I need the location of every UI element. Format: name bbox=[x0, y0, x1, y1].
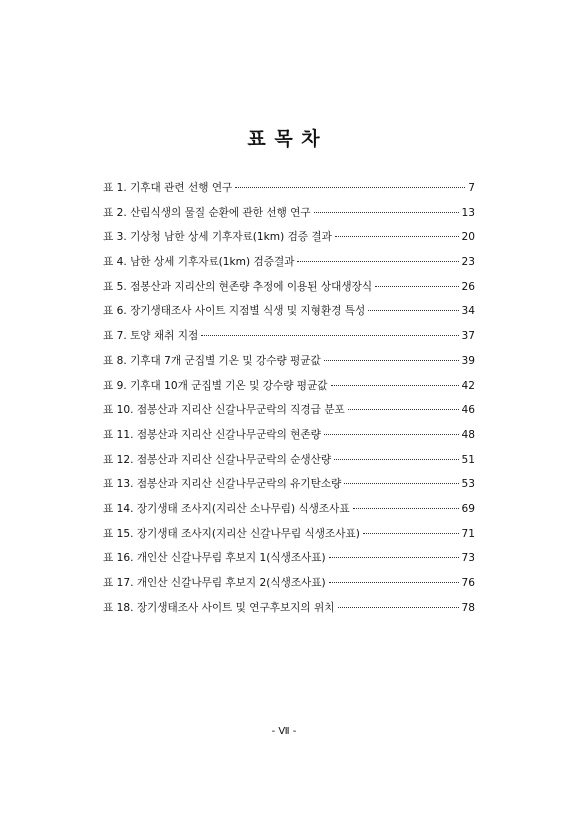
page-title: 표 목 차 bbox=[247, 128, 321, 150]
toc-entry bbox=[103, 526, 475, 551]
toc-entry-page: 73 bbox=[461, 552, 475, 565]
dot-leader bbox=[363, 532, 459, 534]
dot-leader bbox=[329, 556, 459, 558]
dot-leader bbox=[344, 482, 458, 484]
dot-leader bbox=[235, 186, 465, 188]
toc-entry-page: 76 bbox=[461, 577, 475, 589]
toc-entry bbox=[103, 501, 475, 526]
toc-entry bbox=[103, 550, 475, 575]
toc-entry-page: 42 bbox=[461, 379, 475, 392]
toc-entry-page: 26 bbox=[461, 280, 475, 293]
toc-entry-page: 39 bbox=[461, 354, 475, 367]
toc-entry-label: 표 8. 기후대 7개 군집별 기온 및 강수량 평균값 bbox=[103, 354, 321, 367]
toc-entry-page: 7 bbox=[468, 182, 475, 194]
toc-entry bbox=[103, 180, 475, 205]
toc-entry-page: 34 bbox=[461, 305, 475, 318]
toc-entry bbox=[103, 476, 475, 501]
dot-leader bbox=[297, 260, 458, 262]
toc-entry-page: 13 bbox=[461, 206, 475, 219]
toc-entry-label: 표 4. 남한 상세 기후자료(1km) 검증결과 bbox=[103, 256, 295, 269]
toc-entry bbox=[103, 378, 475, 403]
toc-entry-label: 표 9. 기후대 10개 군집별 기온 및 강수량 평균값 bbox=[103, 379, 328, 392]
toc-entry-label: 표 7. 토양 채취 지점 bbox=[103, 330, 199, 343]
toc-entry-page: 53 bbox=[461, 478, 475, 491]
toc-entry-label: 표 17. 개인산 신갈나무림 후보지 2(식생조사표) bbox=[103, 577, 326, 589]
toc-entry-page: 69 bbox=[461, 502, 475, 515]
dot-leader bbox=[348, 408, 459, 410]
table-of-tables bbox=[103, 180, 475, 624]
toc-entry-label: 표 1. 기후대 관련 선행 연구 bbox=[103, 182, 233, 194]
dot-leader bbox=[334, 458, 458, 460]
dot-leader bbox=[338, 606, 459, 608]
dot-leader bbox=[335, 235, 459, 237]
toc-entry-label: 표 10. 점봉산과 지리산 신갈나무군락의 직경급 분포 bbox=[103, 404, 345, 417]
toc-entry bbox=[103, 402, 475, 427]
toc-entry bbox=[103, 303, 475, 328]
dot-leader bbox=[201, 334, 458, 336]
toc-entry-page: 23 bbox=[461, 256, 475, 269]
dot-leader bbox=[324, 359, 459, 361]
toc-entry-label: 표 18. 장기생태조사 사이트 및 연구후보지의 위치 bbox=[103, 601, 335, 614]
dot-leader bbox=[329, 581, 459, 583]
toc-entry bbox=[103, 229, 475, 254]
toc-entry-label: 표 12. 점봉산과 지리산 신갈나무군락의 순생산량 bbox=[103, 453, 332, 466]
toc-entry-label: 표 13. 점봉산과 지리산 신갈나무군락의 유기탄소량 bbox=[103, 478, 342, 491]
page-number: - Ⅶ - bbox=[271, 726, 297, 737]
toc-entry-page: 78 bbox=[461, 601, 475, 614]
toc-entry bbox=[103, 353, 475, 378]
toc-entry bbox=[103, 600, 475, 625]
dot-leader bbox=[375, 285, 458, 287]
dot-leader bbox=[331, 384, 459, 386]
toc-entry bbox=[103, 575, 475, 600]
toc-entry-page: 48 bbox=[461, 428, 475, 441]
dot-leader bbox=[324, 433, 459, 435]
dot-leader bbox=[353, 507, 459, 509]
toc-entry-page: 20 bbox=[461, 231, 475, 244]
toc-entry-page: 37 bbox=[461, 330, 475, 343]
toc-entry bbox=[103, 427, 475, 452]
toc-entry-label: 표 2. 산림식생의 물질 순환에 관한 선행 연구 bbox=[103, 206, 311, 219]
toc-entry bbox=[103, 254, 475, 279]
toc-entry-page: 46 bbox=[461, 404, 475, 417]
toc-entry-label: 표 11. 점봉산과 지리산 신갈나무군락의 현존량 bbox=[103, 428, 321, 441]
toc-entry-label: 표 14. 장기생태 조사지(지리산 소나무림) 식생조사표 bbox=[103, 502, 350, 515]
toc-entry bbox=[103, 279, 475, 304]
toc-entry-page: 51 bbox=[461, 453, 475, 466]
toc-entry-label: 표 15. 장기생태 조사지(지리산 신갈나무림 식생조사표) bbox=[103, 527, 360, 540]
toc-entry bbox=[103, 452, 475, 477]
toc-entry-label: 표 16. 개인산 신갈나무림 후보지 1(식생조사표) bbox=[103, 552, 326, 565]
dot-leader bbox=[314, 211, 459, 213]
toc-entry bbox=[103, 328, 475, 353]
dot-leader bbox=[368, 309, 458, 311]
toc-entry-label: 표 3. 기상청 남한 상세 기후자료(1km) 검증 결과 bbox=[103, 231, 332, 244]
toc-entry-label: 표 6. 장기생태조사 사이트 지점별 식생 및 지형환경 특성 bbox=[103, 305, 366, 318]
toc-entry-page: 71 bbox=[461, 527, 475, 540]
toc-entry-label: 표 5. 점봉산과 지리산의 현존량 추정에 이용된 상대생장식 bbox=[103, 280, 373, 293]
toc-entry bbox=[103, 205, 475, 230]
